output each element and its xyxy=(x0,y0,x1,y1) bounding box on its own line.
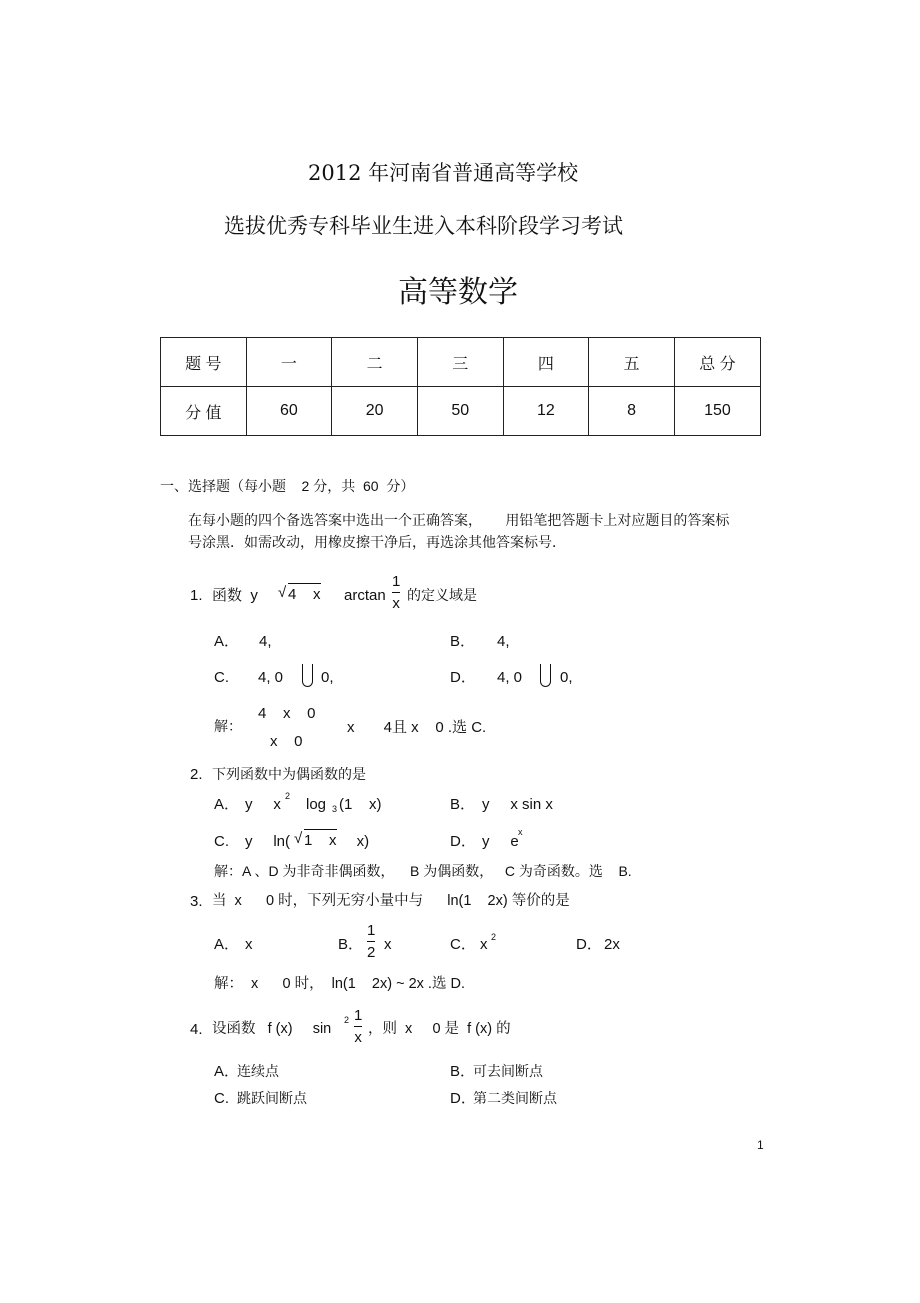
instructions-line2: 号涂黑．如需改动，用橡皮擦干净后，再选涂其他答案标号． xyxy=(188,534,566,550)
denominator: 2 xyxy=(367,944,376,961)
page-number: 1 xyxy=(757,1138,764,1152)
option-label: B． xyxy=(450,1063,476,1080)
option-label: A． xyxy=(214,1063,240,1080)
option-label: A． xyxy=(214,633,240,650)
option-b: x xyxy=(384,936,392,953)
option-a: 连续点 xyxy=(237,1063,279,1079)
sqrt-content: 1 x xyxy=(304,829,337,848)
option-c: 4, 0 xyxy=(258,669,284,686)
superscript: 2 xyxy=(285,791,291,801)
instructions-line1: 在每小题的四个备选答案中选出一个正确答案， 用铅笔把答题卡上对应题目的答案标 xyxy=(188,512,730,528)
question-text: 的定义域是 xyxy=(407,587,477,603)
option-label: B． xyxy=(338,936,364,953)
table-cell: 二 xyxy=(332,338,418,387)
option-label: D． xyxy=(450,833,476,850)
table-cell: 150 xyxy=(674,387,760,436)
option-d: y e xyxy=(482,833,519,850)
superscript: 2 xyxy=(344,1015,350,1025)
option-label: B． xyxy=(450,796,476,813)
option-c: x) xyxy=(340,833,370,850)
superscript: x xyxy=(518,827,523,837)
fraction xyxy=(354,1008,362,1045)
option-d: 0, xyxy=(560,669,573,686)
solution-text: 解：A 、D 为非奇非偶函数， B 为偶函数， C 为奇函数。选 B. xyxy=(214,863,632,879)
question-text: 函数 y xyxy=(212,587,258,604)
question-text: 下列函数中为偶函数的是 xyxy=(212,766,366,782)
table-cell: 8 xyxy=(589,387,675,436)
solution-label: 解： xyxy=(214,718,242,734)
score-table xyxy=(160,337,761,436)
option-b: 4, xyxy=(497,633,510,650)
option-label: D． xyxy=(450,1090,476,1107)
question-text: 当 x 0 时，下列无穷小量中与 ln(1 2x) 等价的是 xyxy=(212,893,570,909)
option-d: 第二类间断点 xyxy=(473,1090,557,1106)
table-cell: 一 xyxy=(246,338,332,387)
sqrt-content: 4 x xyxy=(288,583,321,602)
option-label: C． xyxy=(450,936,476,953)
table-cell: 题 号 xyxy=(161,338,247,387)
question-number: 2. xyxy=(190,766,203,783)
option-d: 2x xyxy=(604,936,620,953)
option-c: 跳跃间断点 xyxy=(237,1090,307,1106)
solution-system: x 0 xyxy=(270,733,303,750)
option-label: D． xyxy=(576,936,602,953)
option-a: (1 x) xyxy=(339,796,382,813)
option-label: C. xyxy=(214,1090,229,1107)
option-b: 可去间断点 xyxy=(473,1063,543,1079)
numerator: 1 xyxy=(354,1007,363,1024)
question-number: 3. xyxy=(190,893,203,910)
question-text: 设函数 f (x) sin xyxy=(212,1021,332,1037)
option-c: 0, xyxy=(321,669,334,686)
solution-text: 解： x 0 时， ln(1 2x) ~ 2x .选 D. xyxy=(214,976,465,992)
question-number: 1. xyxy=(190,587,203,604)
table-cell: 四 xyxy=(503,338,589,387)
option-label: B． xyxy=(450,633,476,650)
question-text: arctan xyxy=(344,587,386,604)
fraction xyxy=(367,923,375,960)
option-a: log xyxy=(306,796,327,813)
numerator: 1 xyxy=(367,922,376,939)
sqrt-symbol: √ xyxy=(294,830,303,847)
table-cell: 12 xyxy=(503,387,589,436)
table-cell: 分 值 xyxy=(161,387,247,436)
union-symbol xyxy=(540,664,551,687)
fraction xyxy=(392,574,400,611)
solution-system: 4 x 0 xyxy=(258,705,316,722)
table-row xyxy=(161,338,761,387)
exam-title-line2: 选拔优秀专科毕业生进入本科阶段学习考试 xyxy=(224,214,623,238)
subscript: 3 xyxy=(332,804,338,814)
option-c: x xyxy=(480,936,488,953)
subject-title: 高等数学 xyxy=(398,275,518,310)
table-cell: 60 xyxy=(246,387,332,436)
denominator: x xyxy=(392,595,400,612)
table-cell: 总 分 xyxy=(674,338,760,387)
section-title: 一、选择题（每小题 2 分，共 60 分） xyxy=(160,478,415,494)
superscript: 2 xyxy=(491,932,497,942)
option-c: y ln( xyxy=(245,833,291,850)
denominator: x xyxy=(354,1029,362,1046)
option-d: 4, 0 xyxy=(497,669,523,686)
table-cell: 三 xyxy=(417,338,503,387)
exam-title-line1: 2012 年河南省普通高等学校 xyxy=(308,161,579,185)
option-label: C. xyxy=(214,833,229,850)
option-a: x xyxy=(245,936,253,953)
table-cell: 20 xyxy=(332,387,418,436)
question-text: ，则 x 0 是 f (x) 的 xyxy=(368,1021,511,1037)
option-a: y x xyxy=(245,796,281,813)
option-label: C. xyxy=(214,669,229,686)
option-label: A． xyxy=(214,796,240,813)
option-label: D． xyxy=(450,669,476,686)
table-cell: 五 xyxy=(589,338,675,387)
table-cell: 50 xyxy=(417,387,503,436)
union-symbol xyxy=(302,664,313,687)
option-label: A． xyxy=(214,936,240,953)
option-a: 4, xyxy=(259,633,272,650)
question-number: 4. xyxy=(190,1021,203,1038)
table-row xyxy=(161,387,761,436)
solution-text: x 4且 x 0 .选 C. xyxy=(347,719,487,736)
sqrt-symbol: √ xyxy=(278,584,287,601)
option-b: y x sin x xyxy=(482,796,553,813)
numerator: 1 xyxy=(392,573,401,590)
